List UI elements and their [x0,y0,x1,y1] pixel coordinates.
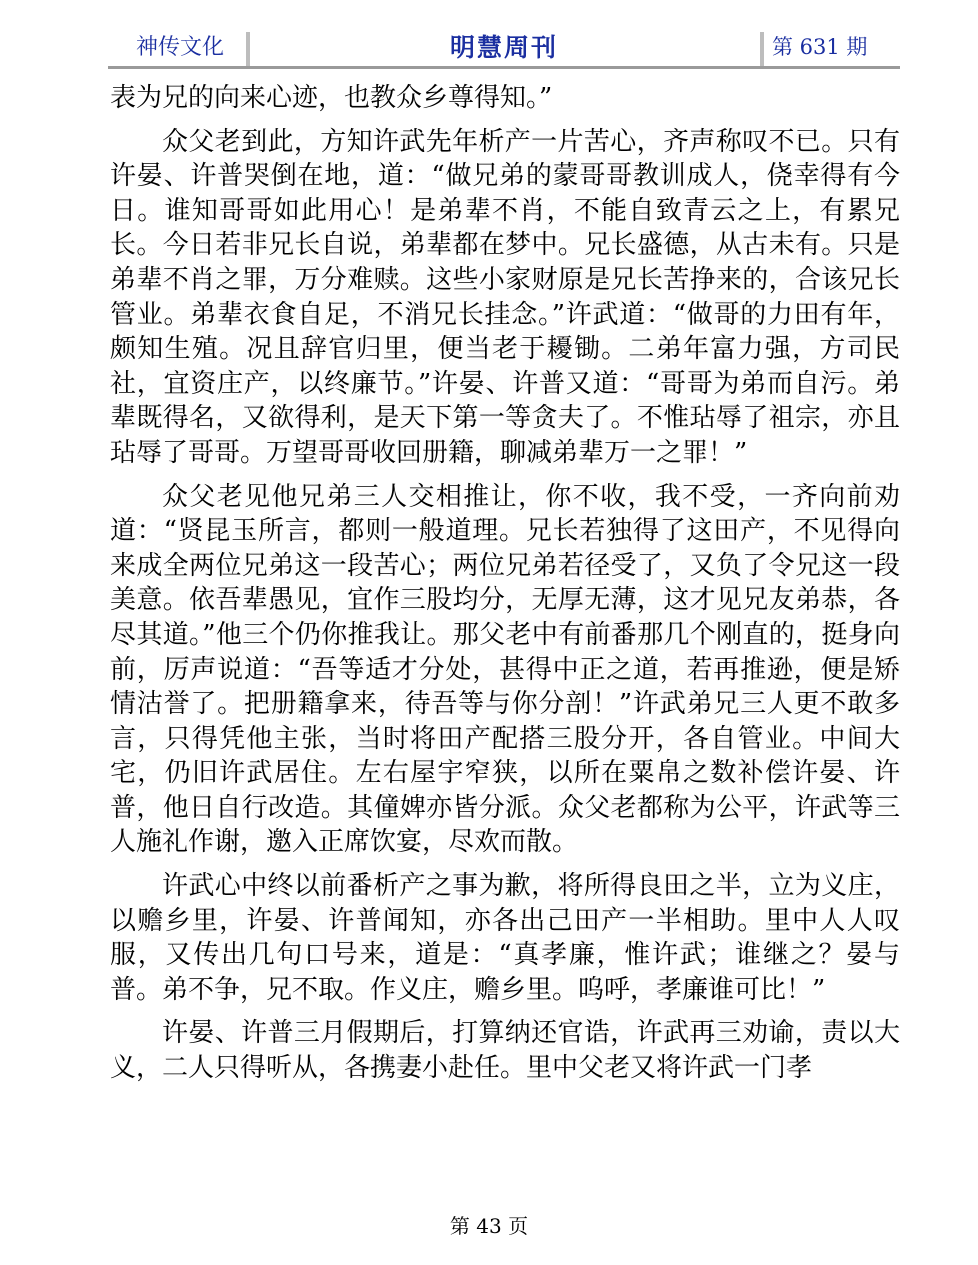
page-header [108,28,900,68]
paragraph: 许武心中终以前番析产之事为歉，将所得良田之半，立为义庄，以赡乡里，许晏、许普闻知，亦各出己田产一半相助。里中人人叹服，又传出几句口号来，道是：“真孝廉，惟许武；谁继之？晏与普。弟不争，兄不取。作义庄，赡乡里。呜呼，孝廉谁可比！” [110,871,900,1005]
issue-number: 第 631 期 [772,35,868,59]
header-rule [108,66,900,69]
paragraph: 众父老见他兄弟三人交相推让，你不收，我不受，一齐向前劝道：“贤昆玉所言，都则一般道理。兄长若独得了这田产，不见得向来成全两位兄弟这一段苦心；两位兄弟若径受了，又负了令兄这一段美意。依吾辈愚见，宜作三股均分，无厚无薄，这才见兄友弟恭，各尽其道。”他三个仍你推我让。那父老中有前番那几个刚直的，挺身向前，厉声说道：“吾等适才分处，甚得中正之道，若再推逊，便是矫情沽誉了。把册籍拿来，待吾等与你分剖！”许武弟兄三人更不敢多言，只得凭他主张，当时将田产配搭三股分开，各自管业。中间大宅，仍旧许武居住。左右屋宇窄狭，以所在粟帛之数补偿许晏、许普，他日自行改造。其僮婢亦皆分派。众父老都称为公平，许武等三人施礼作谢，邀入正席饮宴，尽欢而散。 [110,481,900,858]
header-divider [760,32,764,66]
paragraph: 众父老到此，方知许武先年析产一片苦心，齐声称叹不已。只有许晏、许普哭倒在地，道：“做兄弟的蒙哥哥教训成人，侥幸得有今日。谁知哥哥如此用心！是弟辈不肖，不能自致青云之上，有累兄长。今日若非兄长自说，弟辈都在梦中。兄长盛德，从古未有。只是弟辈不肖之罪，万分难赎。这些小家财原是兄长苦挣来的，合该兄长管业。弟辈衣食自足，不消兄长挂念。”许武道：“做哥的力田有年，颇知生殖。况且辞官归里，便当老于耰锄。二弟年富力强，方司民社，宜资庄产，以终廉节。”许晏、许普又道：“哥哥为弟而自污。弟辈既得名，又欲得利，是天下第一等贪夫了。不惟玷辱了祖宗，亦且玷辱了哥哥。万望哥哥收回册籍，聊减弟辈万一之罪！” [110,126,900,468]
paragraph: 许晏、许普三月假期后，打算纳还官诰，许武再三劝谕，责以大义，二人只得听从，各携妻小赴任。里中父老又将许武一门孝 [110,1018,900,1084]
publication-title: 明慧周刊 [449,33,558,62]
paragraph: 表为兄的向来心迹，也教众乡尊得知。” [110,83,553,113]
section-title: 神传文化 [136,35,225,60]
article-body [110,81,900,1086]
page-number: 第 43 页 [449,1214,529,1238]
